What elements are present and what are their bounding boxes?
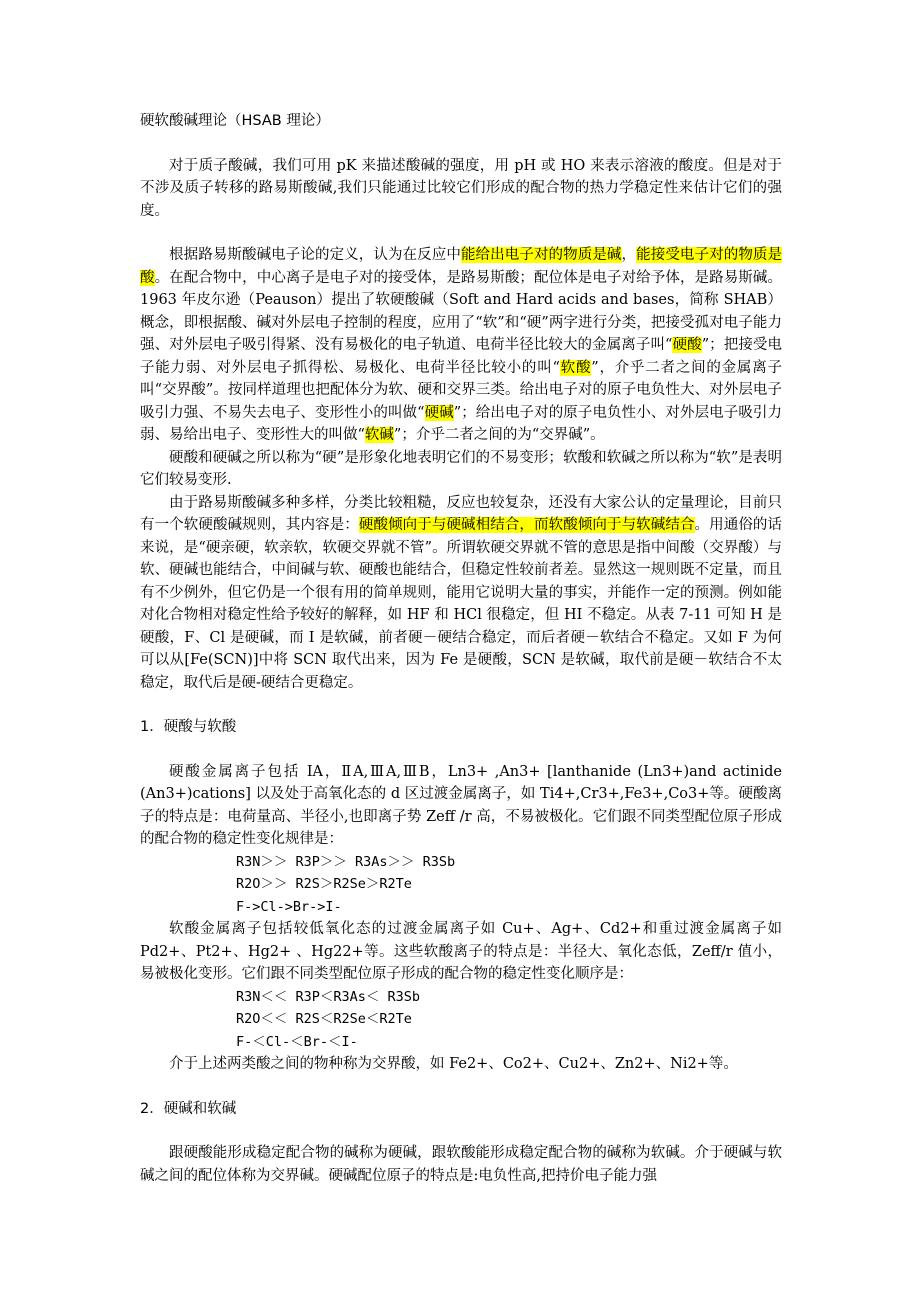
text-run: 根据路易斯酸碱电子论的定义，认为在反应中 [169, 247, 461, 263]
formula-line: F->Cl->Br->I- [236, 898, 342, 915]
paragraph-hard-soft-meaning: 硬酸和硬碱之所以称为“硬”是形象化地表明它们的不易变形；软酸和软碱之所以称为“软”是表明它们较易变形. [140, 449, 782, 488]
paragraph-hsab-rule [140, 492, 782, 695]
highlight-soft-base: 软碱 [364, 427, 394, 443]
document-page [140, 100, 782, 1187]
spacer [140, 133, 782, 155]
spacer [140, 222, 782, 244]
spacer [140, 694, 782, 716]
paragraph-proton-acids: 对于质子酸碱，我们可用 pK 来描述酸碱的强度，用 pH 或 HO 来表示溶液的酸度。但是对于不涉及质子转移的路易斯酸碱,我们只能通过比较它们形成的配合物的热力学稳定性来估计它们的强度。 [140, 157, 782, 219]
spacer [140, 1120, 782, 1142]
text-run: 。用通俗的话来说，是“硬亲硬，软亲软，软硬交界就不管”。所谓软硬交界就不管的意思是指中间酸（交界酸）与软、硬碱也能结合，中间碱与软、硬酸也能结合，但稳定性较前者差。显然这一规则既不定量，而且有不少例外，但它仍是一个很有用的简单规则，能用它说明大量的事实，并能作一定的预测。例如能对化合物相对稳定性给予较好的解释，如 HF 和 HCl 很稳定，但 HI 不稳定。从表 7-11 可知 H 是硬酸，F、Cl 是硬碱，而 I 是软碱，前者硬－硬结合稳定，而后者硬－软结合不稳定。又如 F 为何可以从[Fe(SCN)]中将 SCN 取代出来，因为 Fe 是硬酸，SCN 是软碱，取代前是硬－软结合不太稳定，取代后是硬-硬结合更稳定。 [140, 517, 783, 691]
formula-line: R2O＜＜ R2S＜R2Se＜R2Te [236, 1011, 412, 1027]
spacer [140, 739, 782, 761]
highlight-hard-acid: 硬酸 [672, 337, 702, 353]
formula-line: F-＜Cl-＜Br-＜I- [236, 1033, 358, 1050]
formula-line: R3N＞＞ R3P＞＞ R3As＞＞ R3Sb [236, 853, 456, 870]
section-heading-hard-soft-bases: 2．硬碱和软碱 [140, 1100, 237, 1117]
paragraph-lewis-definition [140, 244, 782, 447]
text-run: ”；把接受电子能力弱、对外层电子抓得松、易极化、电荷半径比较小的叫“ [140, 337, 783, 376]
text-run: ”；给出电子对的原子电负性小、对外层电子吸引力弱、易给出电子、变形性大的叫做“ [140, 404, 782, 443]
paragraph-soft-acids: 软酸金属离子包括较低氧化态的过渡金属离子如 Cu+、Ag+、Cd2+和重过渡金属离子如 Pd2+、Pt2+、Hg2+ 、Hg22+等。这些软酸离子的特点是：半径大、氧化态低，Zeff/r 值小，易被极化变形。它们跟不同类型配位原子形成的配合物的稳定性变化顺序是： [140, 921, 782, 982]
text-run: ”；介乎二者之间的为“交界碱”。 [393, 427, 605, 443]
text-run: 。在配合物中，中心离子是电子对的接受体，是路易斯酸；配位体是电子对给予体，是路易斯碱。1963 年皮尔逊（Peauson）提出了软硬酸碱（Soft and Hard acids and bases，简称 SHAB）概念，即根据酸、碱对外层电子控制的程度，应用了“软”和“硬”两字进行分类，把接受孤对电子能力强、对外层电子吸引得紧、没有易极化的电子轨道、电荷半径比较大的金属离子叫“ [140, 269, 782, 353]
document-title: 硬软酸碱理论（HSAB 理论） [140, 113, 330, 129]
paragraph-hard-acids: 硬酸金属离子包括 IA，ⅡA,ⅢA,ⅢB，Ln3+ ,An3+ [lanthanide (Ln3+)and actinide (An3+)cations] 以及处于高氧化态的 d 区过渡金属离子，如 Ti4+,Cr3+,Fe3+,Co3+等。硬酸离子的特点是：电荷量高、半径小,也即离子势 Zeff /r 高，不易被极化。它们跟不同类型配位原子形成的配合物的稳定性变化规律是： [140, 763, 782, 847]
paragraph-borderline-acids: 介于上述两类酸之间的物种称为交界酸，如 Fe2+、Co2+、Cu2+、Zn2+、Ni2+等。 [169, 1056, 738, 1072]
highlight-hard-base: 硬碱 [424, 404, 454, 421]
section-heading-hard-soft-acids: 1．硬酸与软酸 [140, 719, 237, 735]
highlight-hsab-rule: 硬酸倾向于与硬碱相结合，而软酸倾向于与软碱结合 [358, 517, 695, 533]
text-run: 由于路易斯酸碱多种多样，分类比较粗糙，反应也较复杂，还没有大家公认的定量理论，目前只有一个软硬酸碱规则，其内容是： [140, 494, 782, 533]
text-run: ”，介乎二者之间的金属离子叫“交界酸”。按同样道理也把配体分为软、硬和交界三类。给出电子对的原子电负性大、对外层电子吸引力强、不易失去电子、变形性小的叫做“ [140, 359, 782, 421]
highlight-base-definition: 能给出电子对的物质是碱 [460, 247, 622, 263]
text-run: ， [621, 247, 637, 263]
spacer [140, 1076, 782, 1098]
highlight-soft-acid: 软酸 [559, 359, 592, 376]
formula-line: R2O＞＞ R2S＞R2Se＞R2Te [236, 876, 412, 892]
highlight-acid-definition: 能接受电子对的物质是酸 [140, 247, 783, 286]
paragraph-hard-bases: 跟硬酸能形成稳定配合物的碱称为硬碱，跟软酸能形成稳定配合物的碱称为软碱。介于硬碱与软碱之间的配位体称为交界碱。硬碱配位原子的特点是:电负性高,把持价电子能力强 [140, 1145, 782, 1184]
formula-line: R3N＜＜ R3P＜R3As＜ R3Sb [236, 988, 421, 1005]
